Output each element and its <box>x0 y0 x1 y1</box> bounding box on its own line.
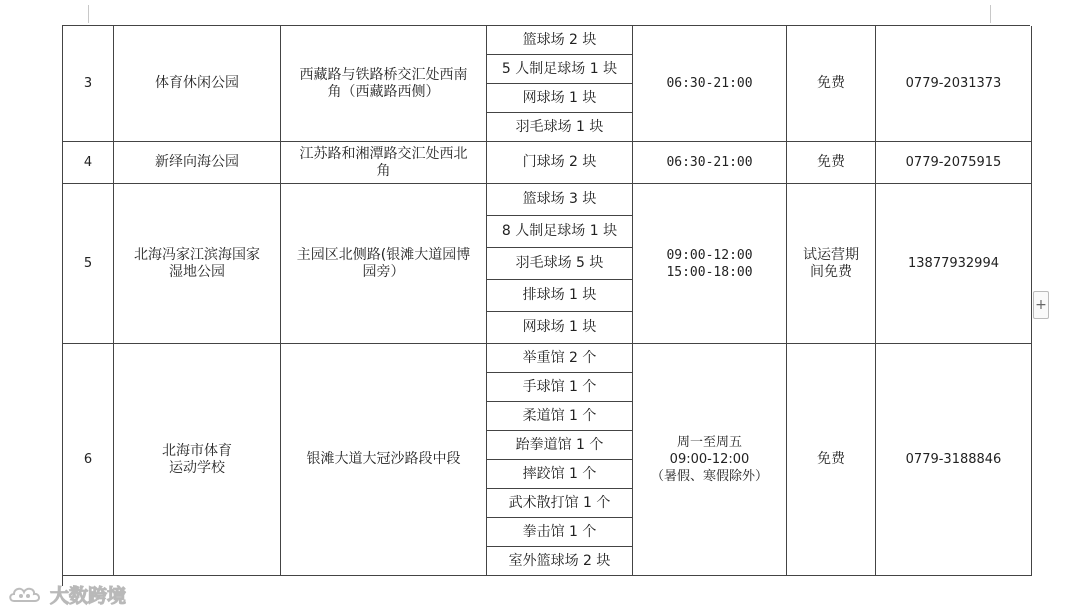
cell-address: 西藏路与铁路桥交汇处西南 角（西藏路西侧） <box>281 26 487 142</box>
cell-facility: 篮球场 2 块 <box>487 26 633 55</box>
cell-facility: 举重馆 2 个 <box>487 344 633 373</box>
cell-fee: 免费 <box>787 26 876 142</box>
watermark-text: 大数跨境 <box>50 584 127 607</box>
cell-facility: 篮球场 3 块 <box>487 184 633 216</box>
cell-facility: 室外篮球场 2 块 <box>487 547 633 576</box>
cell-facility: 排球场 1 块 <box>487 280 633 312</box>
cell-address: 主园区北侧路(银滩大道园博 园旁） <box>281 184 487 344</box>
cell-address: 江苏路和湘潭路交汇处西北 角 <box>281 142 487 184</box>
cell-facility: 柔道馆 1 个 <box>487 402 633 431</box>
cell-facility: 门球场 2 块 <box>487 142 633 184</box>
cell-facility: 5 人制足球场 1 块 <box>487 55 633 84</box>
cell-facility: 网球场 1 块 <box>487 312 633 344</box>
add-row-button[interactable]: + <box>1033 291 1049 319</box>
cell-fee: 试运营期 间免费 <box>787 184 876 344</box>
cell-facility: 武术散打馆 1 个 <box>487 489 633 518</box>
cell-fee: 免费 <box>787 142 876 184</box>
cell-phone: 0779-2031373 <box>876 26 1032 142</box>
cell-venue-name: 北海冯家江滨海国家 湿地公园 <box>114 184 281 344</box>
cell-venue-name: 新绎向海公园 <box>114 142 281 184</box>
cell-fee: 免费 <box>787 344 876 576</box>
cell-facility: 8 人制足球场 1 块 <box>487 216 633 248</box>
cell-facility: 手球馆 1 个 <box>487 373 633 402</box>
cell-facility: 羽毛球场 5 块 <box>487 248 633 280</box>
cell-no: 6 <box>63 344 114 576</box>
cell-facility: 网球场 1 块 <box>487 84 633 113</box>
cell-facility: 跆拳道馆 1 个 <box>487 431 633 460</box>
cell-hours: 09:00-12:00 15:00-18:00 <box>633 184 787 344</box>
cell-hours: 06:30-21:00 <box>633 26 787 142</box>
cell-hours: 周一至周五 09:00-12:00 （暑假、寒假除外） <box>633 344 787 576</box>
page-corner-mark <box>88 5 89 23</box>
cell-venue-name: 北海市体育 运动学校 <box>114 344 281 576</box>
cell-phone: 0779-2075915 <box>876 142 1032 184</box>
cell-no: 4 <box>63 142 114 184</box>
cell-facility: 摔跤馆 1 个 <box>487 460 633 489</box>
cloud-logo-icon <box>8 583 44 605</box>
cell-phone: 0779-3188846 <box>876 344 1032 576</box>
cell-no: 3 <box>63 26 114 142</box>
cell-address: 银滩大道大冠沙路段中段 <box>281 344 487 576</box>
cell-facility: 羽毛球场 1 块 <box>487 113 633 142</box>
cell-phone: 13877932994 <box>876 184 1032 344</box>
cell-hours: 06:30-21:00 <box>633 142 787 184</box>
page-corner-mark <box>990 5 991 23</box>
venue-table <box>62 25 1030 586</box>
watermark <box>8 580 126 608</box>
cell-no: 5 <box>63 184 114 344</box>
cell-facility: 拳击馆 1 个 <box>487 518 633 547</box>
cell-venue-name: 体育休闲公园 <box>114 26 281 142</box>
